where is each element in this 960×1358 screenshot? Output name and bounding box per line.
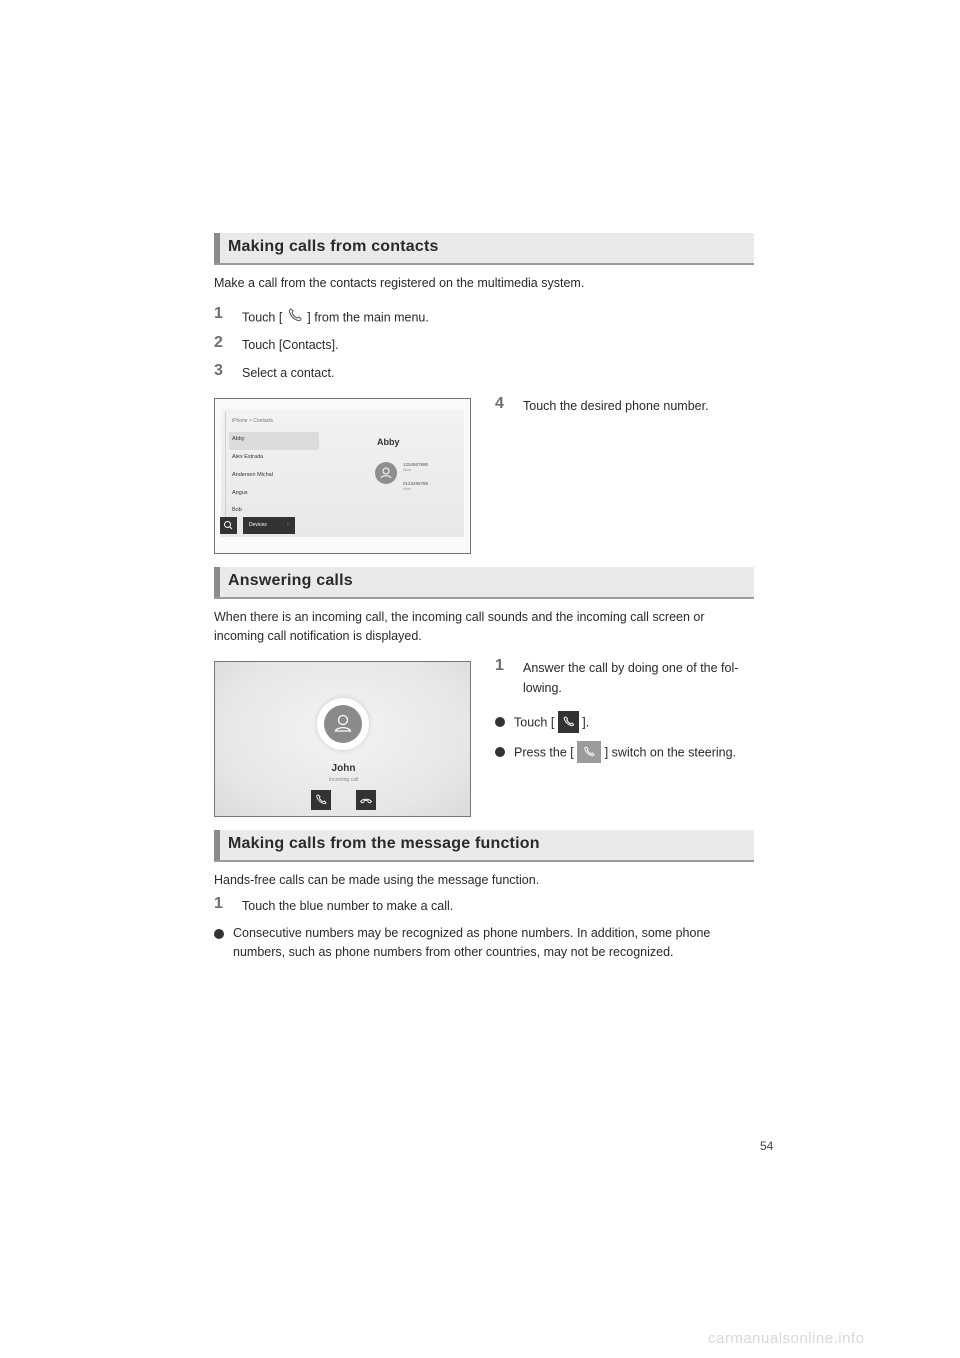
phone-icon [558,711,579,733]
answering-bullet-1 [495,712,755,732]
heading-title: Making calls from the message function [228,835,540,852]
contacts-screen-image [214,398,471,554]
call-status: Incoming call [328,777,359,783]
contact-item[interactable]: Bob [232,507,242,513]
answering-intro-line1: When there is an incoming call, the incoming call sounds and the incoming call screen or [214,610,705,624]
message-step-1 [214,897,754,917]
phone-number[interactable]: 1234567890 [403,462,429,467]
step-number: 4 [495,395,504,412]
contacts-intro: Make a call from the contacts registered on the multimedia system. [214,276,585,290]
person-icon [324,705,362,743]
caller-name: John [331,763,356,774]
search-button[interactable] [220,517,237,534]
step-text: Select a contact. [242,366,335,380]
heading-bar [214,830,220,860]
hang-up-icon [356,790,376,810]
heading-bar [214,233,220,263]
contact-item[interactable]: Andersen Michal [232,472,273,478]
step-text: Touch the blue number to make a call. [242,899,454,913]
bullet-dot [495,747,505,757]
bullet-text: Press the [ ] switch on the steering. [514,742,736,764]
bullet-text: Touch [ ]. [514,712,589,734]
breadcrumb: iPhone > Contacts [232,418,273,424]
search-icon [220,517,237,534]
decline-button[interactable] [356,790,376,810]
bullet-dot [214,929,224,939]
step-text: Touch [ ] from the main menu. [242,307,429,329]
steering-phone-icon [577,741,601,763]
answering-bullet-2 [495,742,755,762]
phone-icon [311,790,331,810]
contact-item[interactable]: Angus [232,490,248,496]
heading-bar [214,567,220,597]
contact-name: Abby [377,437,400,447]
contacts-step-2 [214,336,754,356]
phone-type: Work [403,487,412,491]
phone-number[interactable]: 0123456789 [403,481,429,486]
step-number: 2 [214,334,223,351]
section-heading-answering [214,567,754,599]
contact-item[interactable]: Abby [232,436,245,442]
step-number: 1 [214,305,223,322]
section-heading-message [214,830,754,862]
step-number: 1 [214,895,223,912]
step-text: Touch the desired phone number. [523,399,709,413]
message-intro: Hands-free calls can be made using the message function. [214,873,540,887]
page-number: 54 [760,1139,774,1153]
devices-button[interactable] [243,517,295,534]
devices-label: Devices [249,522,267,528]
contacts-step-1 [214,307,754,327]
chevron-icon: › [287,521,289,527]
bullet-dot [495,717,505,727]
section-heading-contacts [214,233,754,265]
step-number: 3 [214,362,223,379]
heading-title: Answering calls [228,572,353,589]
step-text-line1: Answer the call by doing one of the fol- [523,661,739,675]
answering-step-1 [495,659,755,699]
step-text: Touch [Contacts]. [242,338,339,352]
phone-type: Work [403,468,412,472]
step-number: 1 [495,657,504,674]
contacts-step-3 [214,364,754,384]
contacts-step-4 [495,397,755,417]
bullet-text-line1: Consecutive numbers may be recognized as phone numbers. In addition, some phone [233,926,711,940]
incoming-call-screen-image [214,661,471,817]
bullet-text-line2: numbers, such as phone numbers from other countries, may not be recognized. [233,945,674,959]
person-icon [375,462,397,484]
watermark: carmanualsonline.info [708,1330,865,1347]
phone-icon [286,307,304,329]
step-text-line2: lowing. [523,681,562,695]
message-bullet [214,924,754,964]
answer-button[interactable] [311,790,331,810]
screen-divider [225,412,226,522]
contact-item[interactable]: Alex Estrada [232,454,264,460]
answering-intro-line2: incoming call notification is displayed. [214,629,422,643]
heading-title: Making calls from contacts [228,238,439,255]
